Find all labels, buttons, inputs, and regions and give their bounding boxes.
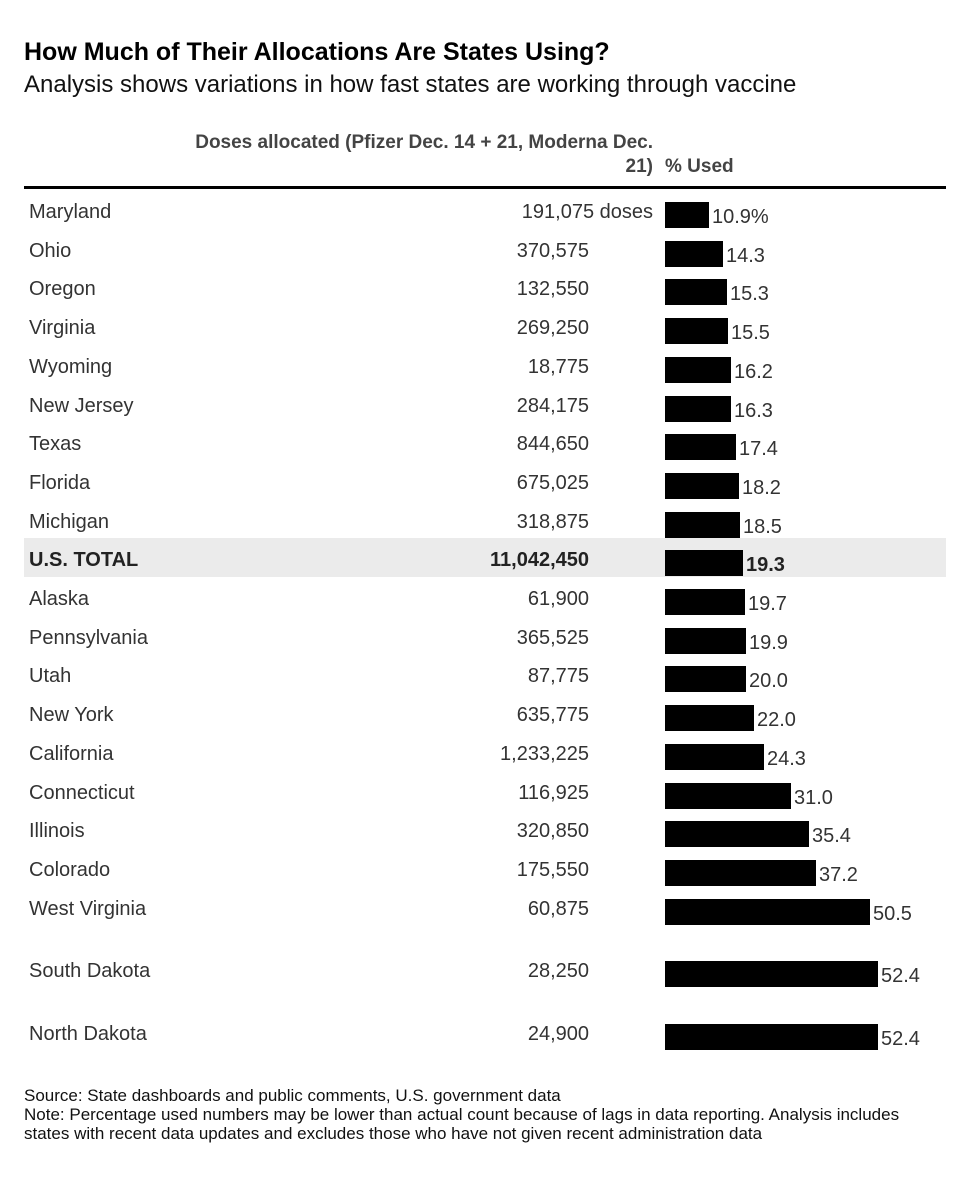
table-row — [24, 229, 946, 268]
chart-footer — [24, 1086, 944, 1143]
table-row — [24, 461, 946, 500]
state-label: Connecticut — [29, 781, 135, 804]
doses-value: 28,250 — [527, 960, 589, 983]
table-row — [24, 384, 946, 423]
percent-used-bar — [665, 473, 739, 499]
percent-used-bar — [665, 628, 746, 654]
state-label: Wyoming — [29, 355, 113, 378]
percent-used-label: 50.5 — [873, 902, 912, 925]
doses-value: 284,175 — [516, 394, 589, 417]
table-row — [24, 887, 946, 950]
doses-value: 370,575 — [516, 239, 589, 262]
table-row — [24, 949, 946, 1012]
percent-used-bar — [665, 860, 816, 886]
doses-value: 269,250 — [516, 317, 589, 340]
state-label: North Dakota — [29, 1022, 147, 1045]
table-row — [24, 732, 946, 771]
table-row — [24, 345, 946, 384]
table-row — [24, 422, 946, 461]
state-label: West Virginia — [29, 897, 147, 920]
percent-used-label: 17.4 — [739, 438, 778, 461]
state-label: Pennsylvania — [29, 626, 148, 649]
percent-used-label: 15.3 — [730, 283, 769, 306]
percent-used-label: 31.0 — [794, 786, 833, 809]
table-row — [24, 190, 946, 229]
percent-used-bar — [665, 357, 731, 383]
chart-subtitle: Analysis shows variations in how fast states are working through vaccine — [24, 71, 797, 98]
data-note: Note: Percentage used numbers may be lower than actual count because of lags in data reporting. Analysis includes states with recent data updates and excludes those who have not given recent administration data — [24, 1105, 900, 1143]
percent-used-label: 19.9 — [749, 631, 788, 654]
state-label: California — [29, 742, 114, 765]
percent-used-label: 24.3 — [767, 747, 806, 770]
table-row — [24, 693, 946, 732]
doses-value: 365,525 — [516, 626, 589, 649]
doses-value: 18,775 — [527, 355, 589, 378]
percent-used-label: 19.7 — [748, 593, 787, 615]
table-row — [24, 577, 946, 616]
percent-used-bar — [665, 705, 754, 731]
doses-value: 844,650 — [516, 433, 589, 456]
percent-used-bar — [665, 666, 746, 692]
table-row — [24, 1012, 946, 1075]
doses-value: 175,550 — [516, 858, 589, 881]
doses-value: 1,233,225 — [500, 742, 589, 765]
doses-value: 24,900 — [527, 1022, 589, 1045]
percent-used-bar — [665, 899, 870, 925]
doses-value: 191,075 doses — [521, 201, 653, 223]
percent-used-label: 22.0 — [757, 709, 796, 732]
doses-value: 320,850 — [516, 820, 589, 843]
state-label: Colorado — [29, 858, 111, 881]
doses-value: 132,550 — [516, 278, 589, 301]
doses-column-header: Doses allocated (Pfizer Dec. 14 + 21, Moderna Dec. 21) — [195, 132, 653, 177]
percent-used-label: 37.2 — [819, 863, 858, 886]
doses-value: 116,925 — [518, 781, 589, 804]
doses-value: 318,875 — [516, 510, 589, 533]
total-row — [24, 538, 946, 577]
doses-value: 11,042,450 — [490, 549, 589, 572]
table-row — [24, 306, 946, 345]
doses-value: 87,775 — [527, 665, 589, 688]
percent-used-label: 14.3 — [726, 244, 765, 267]
percent-used-bar — [665, 241, 723, 267]
table-row — [24, 848, 946, 887]
percent-used-bar — [665, 202, 709, 228]
percent-used-label: 52.4 — [881, 965, 920, 988]
percent-used-bar — [665, 434, 736, 460]
percent-used-label: 16.2 — [734, 360, 773, 383]
percent-used-label: 10.9% — [712, 206, 769, 228]
percent-used-bar — [665, 396, 731, 422]
state-label: U.S. TOTAL — [29, 549, 139, 572]
state-label: Texas — [29, 433, 82, 456]
doses-value: 61,900 — [527, 588, 589, 610]
table-row — [24, 809, 946, 848]
percent-used-label: 20.0 — [749, 670, 788, 693]
state-label: Oregon — [29, 278, 96, 301]
percent-used-bar — [665, 783, 791, 809]
percent-used-label: 52.4 — [881, 1027, 920, 1050]
percent-used-label: 18.5 — [743, 515, 782, 538]
percent-used-label: 35.4 — [812, 825, 851, 848]
percent-used-bar — [665, 550, 743, 576]
state-label: Florida — [29, 471, 91, 494]
state-label: South Dakota — [29, 960, 151, 983]
state-label: Illinois — [29, 820, 85, 843]
table-row — [24, 500, 946, 539]
state-label: Virginia — [29, 317, 96, 340]
percent-used-bar — [665, 961, 878, 987]
percent-used-bar — [665, 279, 727, 305]
table-row — [24, 771, 946, 810]
percent-used-column-header: % Used — [665, 156, 734, 177]
percent-used-bar — [665, 744, 764, 770]
percent-used-bar — [665, 1024, 878, 1050]
doses-value: 60,875 — [527, 897, 589, 920]
state-label: Michigan — [29, 510, 110, 533]
table-row — [24, 616, 946, 655]
percent-used-label: 15.5 — [731, 322, 770, 345]
percent-used-label: 16.3 — [734, 399, 773, 422]
table-row — [24, 654, 946, 693]
percent-used-label: 19.3 — [746, 554, 785, 577]
chart-title: How Much of Their Allocations Are States Using? — [24, 38, 610, 66]
percent-used-bar — [665, 821, 809, 847]
doses-value: 635,775 — [516, 704, 589, 727]
table-row — [24, 267, 946, 306]
state-label: Utah — [29, 665, 72, 688]
percent-used-bar — [665, 512, 740, 538]
state-label: New York — [29, 704, 114, 727]
percent-used-label: 18.2 — [742, 476, 781, 499]
state-label: Alaska — [29, 588, 90, 610]
percent-used-bar — [665, 589, 745, 615]
source-note: Source: State dashboards and public comments, U.S. government data — [24, 1086, 561, 1105]
doses-value: 675,025 — [516, 471, 589, 494]
state-label: New Jersey — [29, 394, 134, 417]
state-label: Maryland — [29, 201, 112, 223]
state-label: Ohio — [29, 239, 72, 262]
percent-used-bar — [665, 318, 728, 344]
